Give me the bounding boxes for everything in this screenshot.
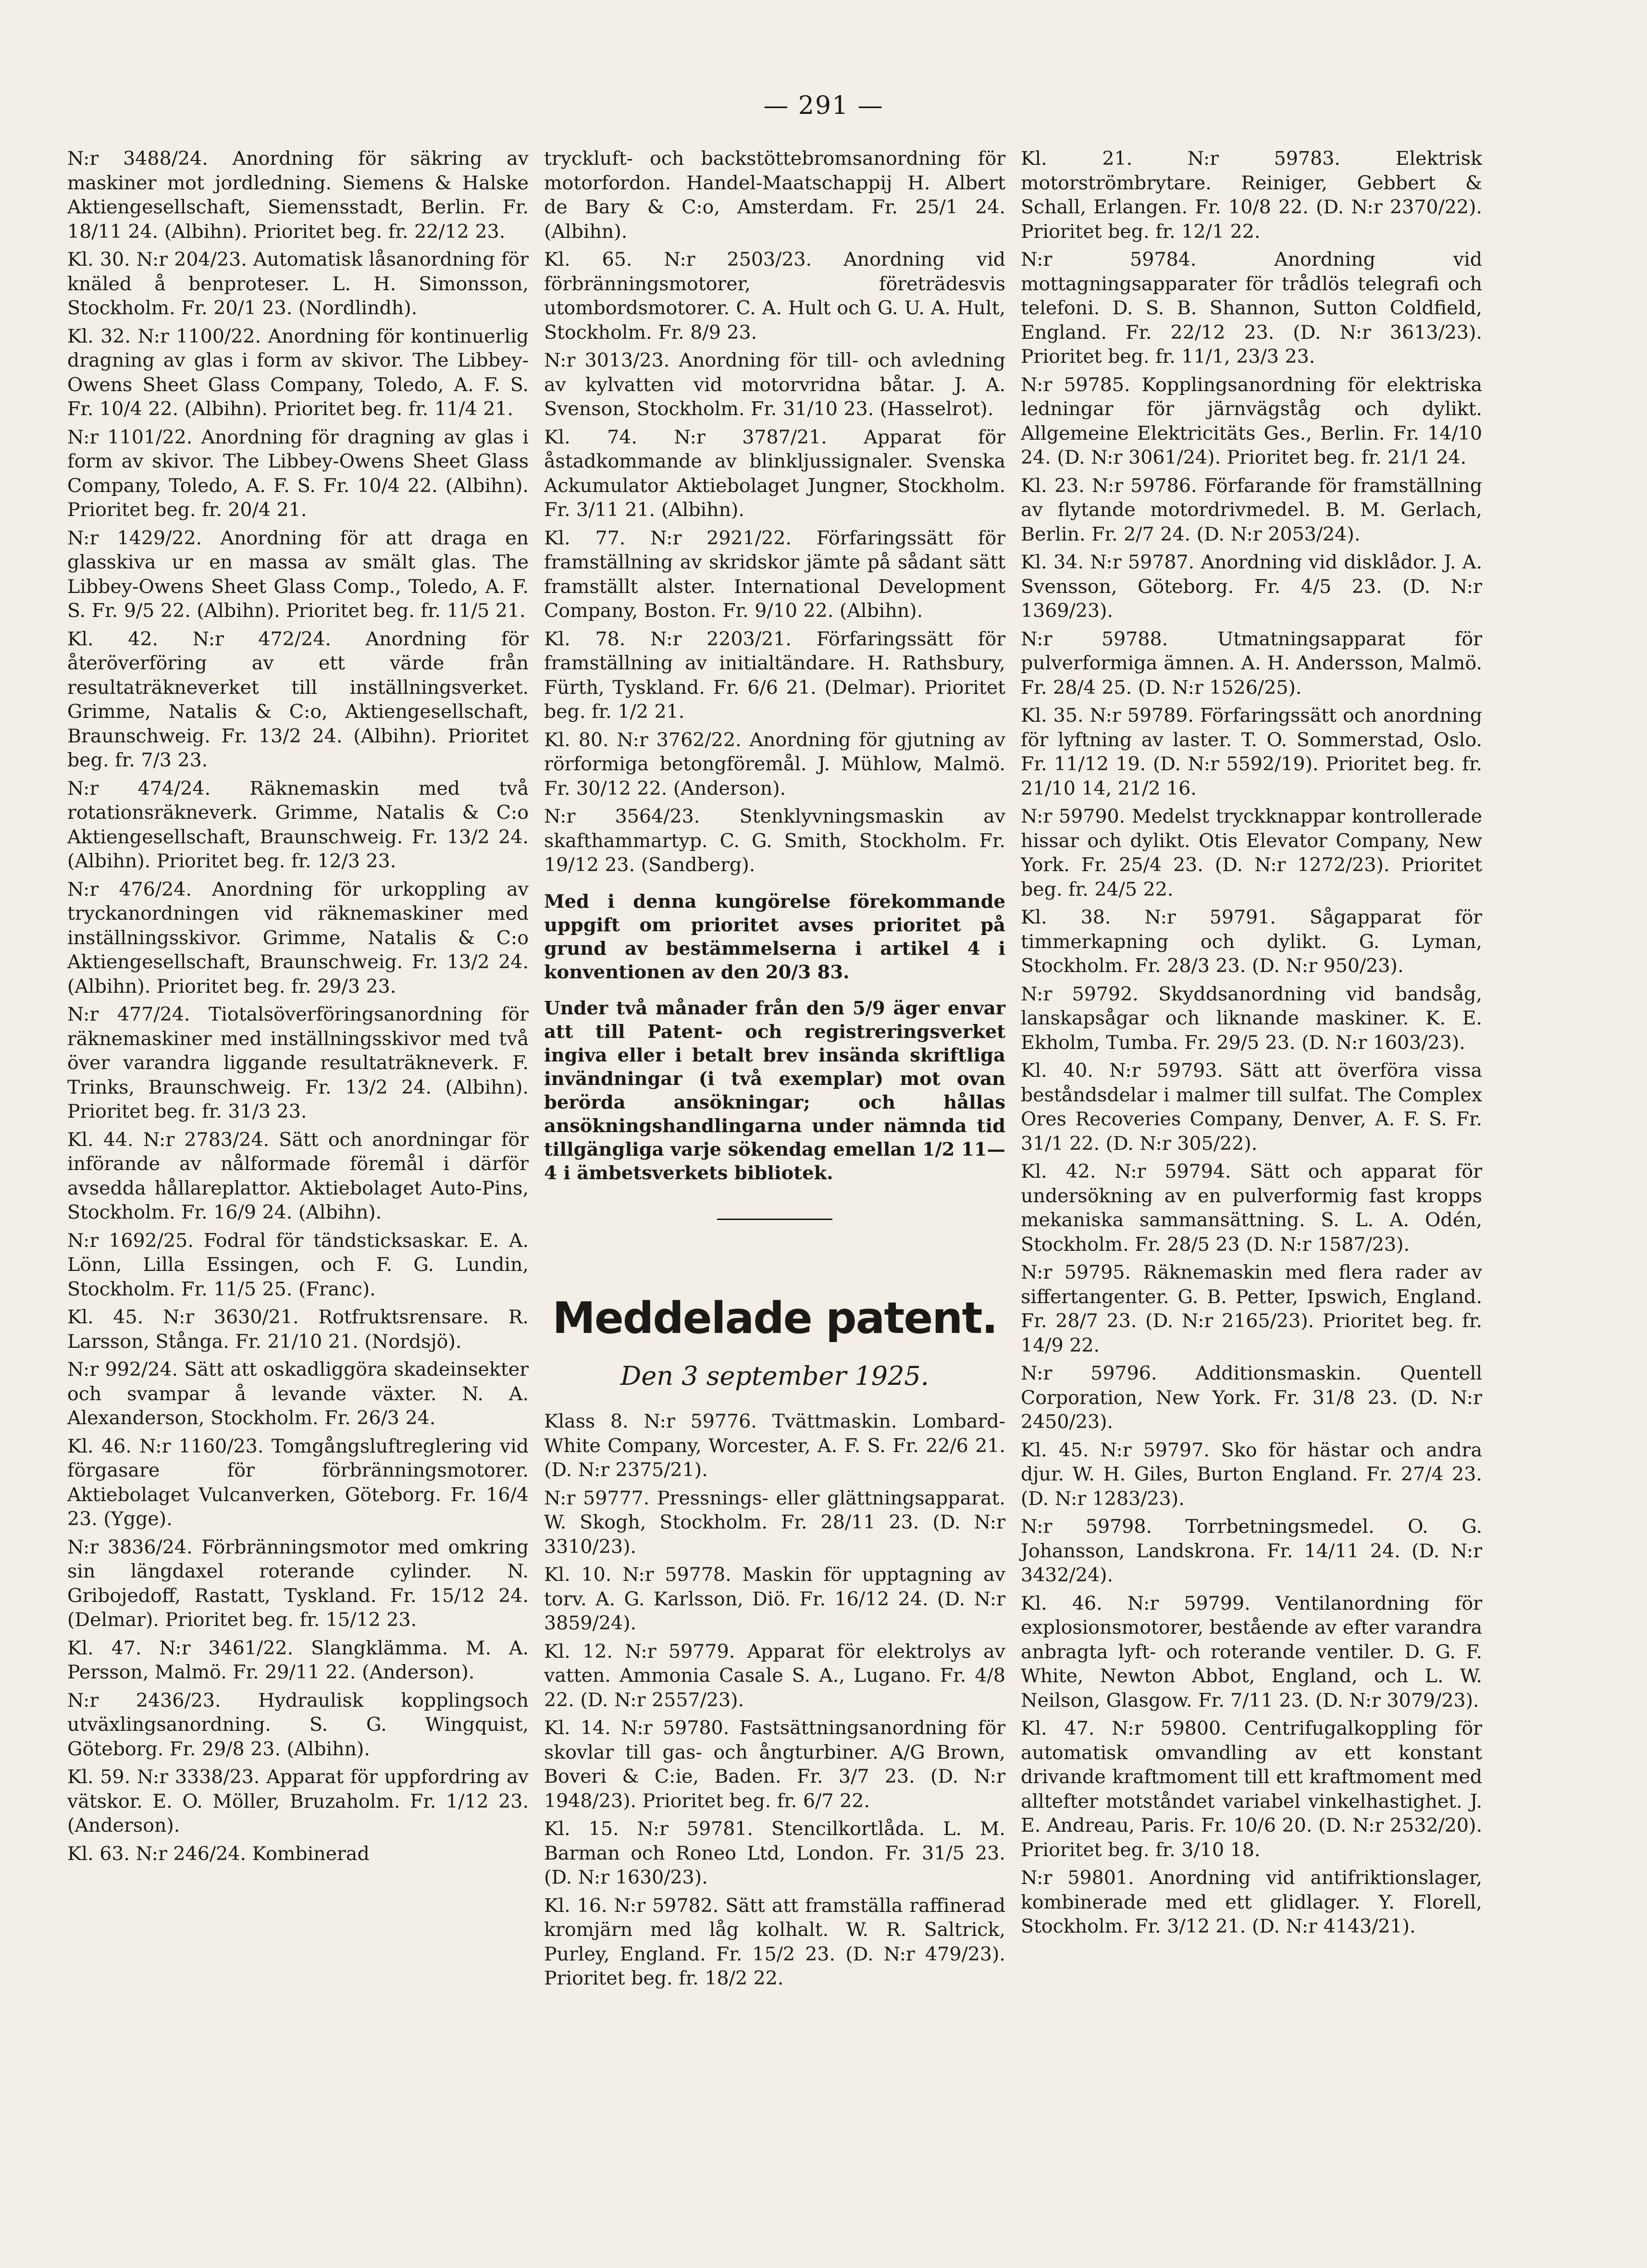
patent-entry: Kl. 47. N:r 59800. Centrifugalkoppling för automatisk omvandling av ett konstant drivande kraftmoment till ett kraftmoment med alltefter motståndet variabel vinkelhastighet. J. E. Andreau, Paris. Fr. 10/6 20. (D. N:r 2532/20). Prioritet beg. fr. 3/10 18. bbox=[1021, 1717, 1482, 1861]
section-divider bbox=[717, 1219, 832, 1220]
patent-entry: Kl. 74. N:r 3787/21. Apparat för åstadkommande av blinkljussignaler. Svenska Ackumulator Aktiebolaget Jungner, Stockholm. Fr. 3/11 21. (Albihn). bbox=[544, 426, 1005, 521]
patent-entry: Kl. 45. N:r 59797. Sko för hästar och andra djur. W. H. Giles, Burton England. Fr. 27/4 23. (D. N:r 1283/23). bbox=[1021, 1439, 1482, 1510]
section-heading: Meddelade patent. bbox=[552, 1293, 997, 1344]
patent-entry: Kl. 42. N:r 59794. Sätt och apparat för undersökning av en pulverformig fast kropps mekaniska sammansättning. S. L. A. Odén, Stockholm. Fr. 28/5 23 (D. N:r 1587/23). bbox=[1021, 1160, 1482, 1256]
patent-entry: Kl. 77. N:r 2921/22. Förfaringssätt för framställning av skridskor jämte på sådant sätt framställt alster. International Development Company, Boston. Fr. 9/10 22. (Albihn). bbox=[544, 527, 1005, 622]
patent-entry: Kl. 35. N:r 59789. Förfaringssätt och anordning för lyftning av laster. T. O. Sommerstad, Oslo. Fr. 11/12 19. (D. N:r 5592/19). Prioritet beg. fr. 21/10 14, 21/2 16. bbox=[1021, 704, 1482, 800]
patent-entry: N:r 59777. Pressnings- eller glättningsapparat. W. Skogh, Stockholm. Fr. 28/11 23. (D. N:r 3310/23). bbox=[544, 1487, 1005, 1558]
patent-entry: N:r 3564/23. Stenklyvningsmaskin av skafthammartyp. C. G. Smith, Stockholm. Fr. 19/12 23. (Sandberg). bbox=[544, 805, 1005, 876]
section-date: Den 3 september 1925. bbox=[620, 1360, 929, 1391]
patent-entry: Kl. 12. N:r 59779. Apparat för elektrolys av vatten. Ammonia Casale S. A., Lugano. Fr. 4/8 22. (D. N:r 2557/23). bbox=[544, 1640, 1005, 1711]
patent-entry: Kl. 46. N:r 1160/23. Tomgångsluftreglering vid förgasare för förbränningsmotorer. Aktiebolaget Vulcanverken, Göteborg. Fr. 16/4 23. (Ygge). bbox=[67, 1435, 529, 1530]
patent-entry: Kl. 45. N:r 3630/21. Rotfruktsrensare. R. Larsson, Stånga. Fr. 21/10 21. (Nordsjö). bbox=[67, 1306, 529, 1353]
patent-entry: Kl. 34. N:r 59787. Anordning vid disklådor. J. A. Svensson, Göteborg. Fr. 4/5 23. (D. N:r 1369/23). bbox=[1021, 551, 1482, 622]
patent-entry: N:r 477/24. Tiotalsöverföringsanordning för räknemaskiner med inställningsskivor med två över varandra liggande resultaträkneverk. F. Trinks, Braunschweig. Fr. 13/2 24. (Albihn). Prioritet beg. fr. 31/3 23. bbox=[67, 1003, 529, 1122]
patent-entry: Kl. 40. N:r 59793. Sätt att överföra vissa beståndsdelar i malmer till sulfat. The Complex Ores Recoveries Company, Denver, A. F. S. Fr. 31/1 22. (D. N:r 305/22). bbox=[1021, 1060, 1482, 1155]
patent-entry: Kl. 38. N:r 59791. Sågapparat för timmerkapning och dylikt. G. Lyman, Stockholm. Fr. 28/3 23. (D. N:r 950/23). bbox=[1021, 906, 1482, 977]
patent-entry: N:r 59798. Torrbetningsmedel. O. G. Johansson, Landskrona. Fr. 14/11 24. (D. N:r 3432/24). bbox=[1021, 1516, 1482, 1586]
priority-notice: Med i denna kungörelse förekommande uppgift om prioritet avses prioritet på grund av bestämmelserna i artikel 4 i konventionen av den 20/3 83. bbox=[544, 890, 1005, 983]
patent-entry: tryckluft- och backstöttebromsanordning för motorfordon. Handel-Maatschappij H. Albert de Bary & C:o, Amsterdam. Fr. 25/1 24. (Albihn). bbox=[544, 148, 1005, 243]
patent-entry: Kl. 80. N:r 3762/22. Anordning för gjutning av rörformiga betongföremål. J. Mühlow, Malmö. Fr. 30/12 22. (Anderson). bbox=[544, 728, 1005, 800]
patent-entry: Kl. 23. N:r 59786. Förfarande för framställning av flytande motordrivmedel. B. M. Gerlach, Berlin. Fr. 2/7 24. (D. N:r 2053/24). bbox=[1021, 474, 1482, 545]
objection-notice: Under två månader från den 5/9 äger envar att till Patent- och registreringsverket ingiva eller i betalt brev insända skriftliga invändningar (i två exemplar) mot ovan berörda ansökningar; och hållas ansökningshandlingarna under nämnda tid tillgängliga varje sökendag emellan 1/2 11—4 i ämbetsverkets bibliotek. bbox=[544, 997, 1005, 1184]
patent-entry: N:r 1429/22. Anordning för att draga en glasskiva ur en massa av smält glas. The Libbey-Owens Sheet Glass Comp., Toledo, A. F. S. Fr. 9/5 22. (Albihn). Prioritet beg. fr. 11/5 21. bbox=[67, 527, 529, 622]
patent-entry: N:r 3013/23. Anordning för till- och avledning av kylvatten vid motorvridna båtar. J. A. Svenson, Stockholm. Fr. 31/10 23. (Hasselrot). bbox=[544, 349, 1005, 420]
column-middle bbox=[544, 147, 1005, 1995]
patent-entry: N:r 3836/24. Förbränningsmotor med omkring sin längdaxel roterande cylinder. N. Gribojedoff, Rastatt, Tyskland. Fr. 15/12 24. (Delmar). Prioritet beg. fr. 15/12 23. bbox=[67, 1536, 529, 1631]
patent-entry: Kl. 10. N:r 59778. Maskin för upptagning av torv. A. G. Karlsson, Diö. Fr. 16/12 24. (D. N:r 3859/24). bbox=[544, 1564, 1005, 1634]
patent-entry: N:r 3488/24. Anordning för säkring av maskiner mot jordledning. Siemens & Halske Aktiengesellschaft, Siemensstadt, Berlin. Fr. 18/11 24. (Albihn). Prioritet beg. fr. 22/12 23. bbox=[67, 148, 529, 243]
patent-entry: N:r 59790. Medelst tryckknappar kontrollerade hissar och dylikt. Otis Elevator Company, New York. Fr. 25/4 23. (D. N:r 1272/23). Prioritet beg. fr. 24/5 22. bbox=[1021, 805, 1482, 900]
patent-entry: Klass 8. N:r 59776. Tvättmaskin. Lombard-White Company, Worcester, A. F. S. Fr. 22/6 21. (D. N:r 2375/21). bbox=[544, 1410, 1005, 1481]
patent-entry: Kl. 47. N:r 3461/22. Slangklämma. M. A. Persson, Malmö. Fr. 29/11 22. (Anderson). bbox=[67, 1637, 529, 1683]
column-right bbox=[1021, 147, 1482, 1943]
patent-entry: Kl. 32. N:r 1100/22. Anordning för kontinuerlig dragning av glas i form av skivor. The Libbey-Owens Sheet Glass Company, Toledo, A. F. S. Fr. 10/4 22. (Albihn). Prioritet beg. fr. 11/4 21. bbox=[67, 325, 529, 420]
patent-entry: N:r 59795. Räknemaskin med flera rader av siffertangenter. G. B. Petter, Ipswich, England. Fr. 28/7 23. (D. N:r 2165/23). Prioritet beg. fr. 14/9 22. bbox=[1021, 1261, 1482, 1356]
patent-entry: N:r 992/24. Sätt att oskadliggöra skadeinsekter och svampar å levande växter. N. A. Alexanderson, Stockholm. Fr. 26/3 24. bbox=[67, 1358, 529, 1429]
patent-entry: Kl. 21. N:r 59783. Elektrisk motorströmbrytare. Reiniger, Gebbert & Schall, Erlangen. Fr. 10/8 22. (D. N:r 2370/22). Prioritet beg. fr. 12/1 22. bbox=[1021, 148, 1482, 243]
patent-entry: Kl. 44. N:r 2783/24. Sätt och anordningar för införande av nålformade föremål i därför avsedda hållareplattor. Aktiebolaget Auto-Pins, Stockholm. Fr. 16/9 24. (Albihn). bbox=[67, 1128, 529, 1223]
patent-entry: N:r 59785. Kopplingsanordning för elektriska ledningar för järnvägståg och dylikt. Allgemeine Elektricitäts Ges., Berlin. Fr. 14/10 24. (D. N:r 3061/24). Prioritet beg. fr. 21/1 24. bbox=[1021, 373, 1482, 468]
column-left bbox=[67, 147, 529, 1870]
patent-entry: N:r 1101/22. Anordning för dragning av glas i form av skivor. The Libbey-Owens Sheet Glass Company, Toledo, A. F. S. Fr. 10/4 22. (Albihn). Prioritet beg. fr. 20/4 21. bbox=[67, 426, 529, 521]
patent-entry: Kl. 15. N:r 59781. Stencilkortlåda. L. M. Barman och Roneo Ltd, London. Fr. 31/5 23. (D. N:r 1630/23). bbox=[544, 1818, 1005, 1888]
patent-entry: N:r 59796. Additionsmaskin. Quentell Corporation, New York. Fr. 31/8 23. (D. N:r 2450/23). bbox=[1021, 1362, 1482, 1433]
patent-entry: N:r 59801. Anordning vid antifriktionslager, kombinerade med ett glidlager. Y. Florell, Stockholm. Fr. 3/12 21. (D. N:r 4143/21). bbox=[1021, 1867, 1482, 1937]
patent-entry: N:r 2436/23. Hydraulisk kopplingsoch utväxlingsanordning. S. G. Wingquist, Göteborg. Fr. 29/8 23. (Albihn). bbox=[67, 1689, 529, 1760]
patent-entry: N:r 59792. Skyddsanordning vid bandsåg, lanskapsågar och liknande maskiner. K. E. Ekholm, Tumba. Fr. 29/5 23. (D. N:r 1603/23). bbox=[1021, 983, 1482, 1054]
patent-entry: Kl. 30. N:r 204/23. Automatisk låsanordning för knäled å benproteser. L. H. Simonsson, Stockholm. Fr. 20/1 23. (Nordlindh). bbox=[67, 248, 529, 319]
patent-entry: N:r 59784. Anordning vid mottagningsapparater för trådlös telegrafi och telefoni. D. S. B. Shannon, Sutton Coldfield, England. Fr. 22/12 23. (D. N:r 3613/23). Prioritet beg. fr. 11/1, 23/3 23. bbox=[1021, 248, 1482, 368]
patent-entry: Kl. 63. N:r 246/24. Kombinerad bbox=[67, 1842, 370, 1865]
patent-entry: Kl. 16. N:r 59782. Sätt att framställa raffinerad kromjärn med låg kolhalt. W. R. Saltrick, Purley, England. Fr. 15/2 23. (D. N:r 479/23). Prioritet beg. fr. 18/2 22. bbox=[544, 1894, 1005, 1989]
patent-entry: N:r 474/24. Räknemaskin med två rotationsräkneverk. Grimme, Natalis & C:o Aktiengesellschaft, Braunschweig. Fr. 13/2 24. (Albihn). Prioritet beg. fr. 12/3 23. bbox=[67, 777, 529, 872]
page-number: — 291 — bbox=[763, 91, 884, 120]
patent-entry: N:r 59788. Utmatningsapparat för pulverformiga ämnen. A. H. Andersson, Malmö. Fr. 28/4 25. (D. N:r 1526/25). bbox=[1021, 628, 1482, 699]
patent-entry: N:r 476/24. Anordning för urkoppling av tryckanordningen vid räknemaskiner med inställningsskivor. Grimme, Natalis & C:o Aktiengesellschaft, Braunschweig. Fr. 13/2 24. (Albihn). Prioritet beg. fr. 29/3 23. bbox=[67, 878, 529, 998]
patent-entry: Kl. 59. N:r 3338/23. Apparat för uppfordring av vätskor. E. O. Möller, Bruzaholm. Fr. 1/12 23. (Anderson). bbox=[67, 1766, 529, 1837]
patent-entry: Kl. 78. N:r 2203/21. Förfaringssätt för framställning av initialtändare. H. Rathsbury, Fürth, Tyskland. Fr. 6/6 21. (Delmar). Prioritet beg. fr. 1/2 21. bbox=[544, 628, 1005, 723]
patent-entry: N:r 1692/25. Fodral för tändsticksaskar. E. A. Lönn, Lilla Essingen, och F. G. Lundin, Stockholm. Fr. 11/5 25. (Franc). bbox=[67, 1229, 529, 1300]
patent-entry: Kl. 42. N:r 472/24. Anordning för återöverföring av ett värde från resultaträkneverket till inställningsverket. Grimme, Natalis & C:o, Aktiengesellschaft, Braunschweig. Fr. 13/2 24. (Albihn). Prioritet beg. fr. 7/3 23. bbox=[67, 628, 529, 771]
patent-entry: Kl. 46. N:r 59799. Ventilanordning för explosionsmotorer, bestående av efter varandra anbragta lyft- och roterande ventiler. D. G. F. White, Newton Abbot, England, och L. W. Neilson, Glasgow. Fr. 7/11 23. (D. N:r 3079/23). bbox=[1021, 1592, 1482, 1712]
patent-entry: Kl. 65. N:r 2503/23. Anordning vid förbränningsmotorer, företrädesvis utombordsmotorer. C. A. Hult och G. U. A. Hult, Stockholm. Fr. 8/9 23. bbox=[544, 248, 1005, 344]
patent-entry: Kl. 14. N:r 59780. Fastsättningsanordning för skovlar till gas- och ångturbiner. A/G Brown, Boveri & C:ie, Baden. Fr. 3/7 23. (D. N:r 1948/23). Prioritet beg. fr. 6/7 22. bbox=[544, 1717, 1005, 1812]
